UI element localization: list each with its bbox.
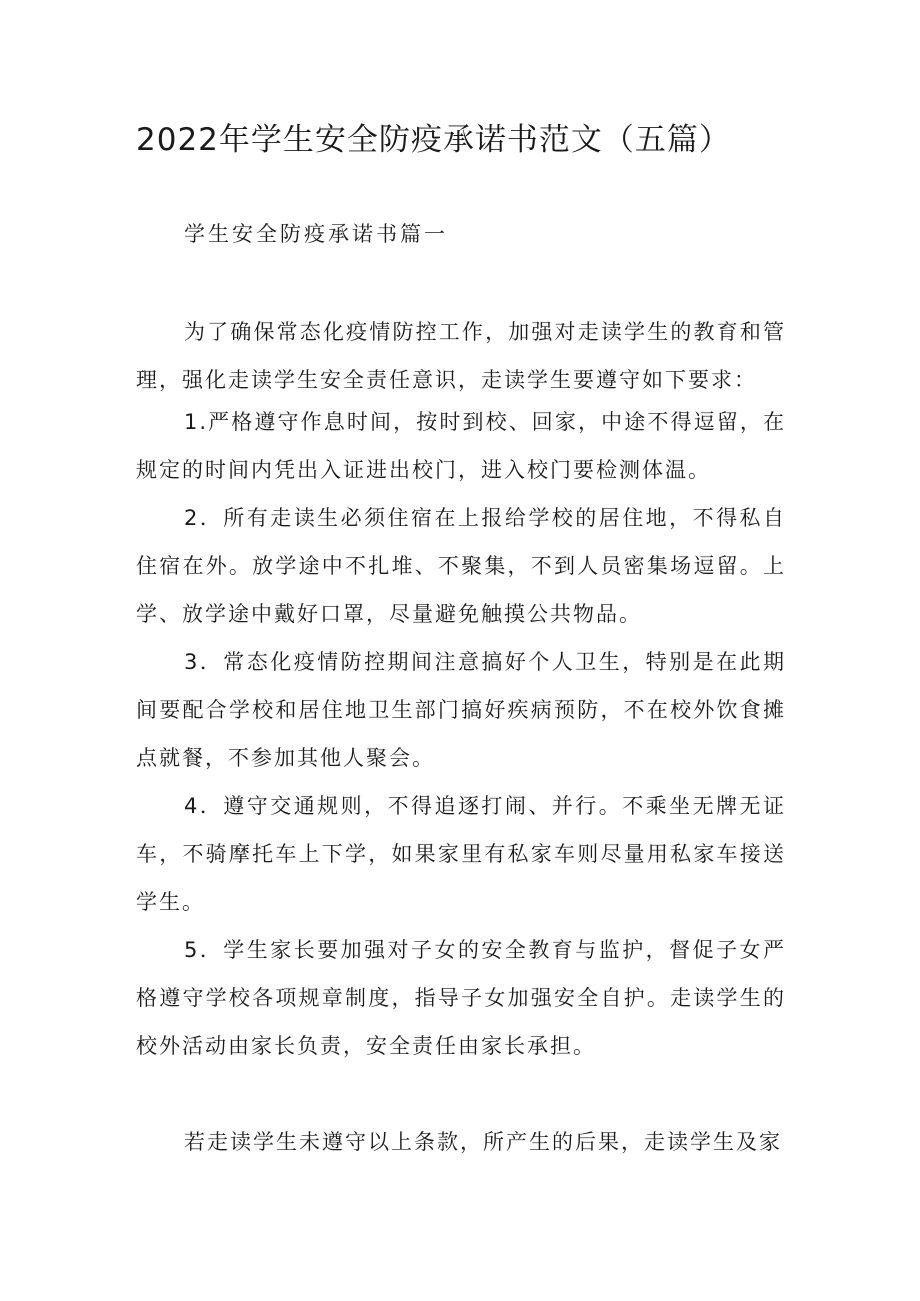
rule-paragraph-1: 1.严格遵守作息时间，按时到校、回家，中途不得逗留，在规定的时间内凭出入证进出校门，进入校门要检测体温。: [136, 410, 786, 482]
rule-paragraph-5: 5．学生家长要加强对子女的安全教育与监护，督促子女严格遵守学校各项规章制度，指导子女加强安全自护。走读学生的校外活动由家长负责，安全责任由家长承担。: [136, 938, 786, 1058]
rule-paragraph-4: 4．遵守交通规则，不得追逐打闹、并行。不乘坐无牌无证车，不骑摩托车上下学，如果家里有私家车则尽量用私家车接送学生。: [136, 794, 786, 914]
intro-paragraph: 为了确保常态化疫情防控工作，加强对走读学生的教育和管理，强化走读学生安全责任意识，走读学生要遵守如下要求：: [136, 320, 786, 392]
document-title: 2022年学生安全防疫承诺书范文（五篇）: [136, 122, 731, 158]
rule-paragraph-2: 2．所有走读生必须住宿在上报给学校的居住地，不得私自住宿在外。放学途中不扎堆、不聚集，不到人员密集场逗留。上学、放学途中戴好口罩，尽量避免触摸公共物品。: [136, 506, 786, 626]
rule-paragraph-3: 3．常态化疫情防控期间注意搞好个人卫生，特别是在此期间要配合学校和居住地卫生部门搞好疾病预防，不在校外饮食摊点就餐，不参加其他人聚会。: [136, 650, 786, 770]
closing-paragraph: 若走读学生未遵守以上条款，所产生的后果，走读学生及家: [184, 1130, 782, 1154]
section-heading: 学生安全防疫承诺书篇一: [184, 222, 448, 246]
